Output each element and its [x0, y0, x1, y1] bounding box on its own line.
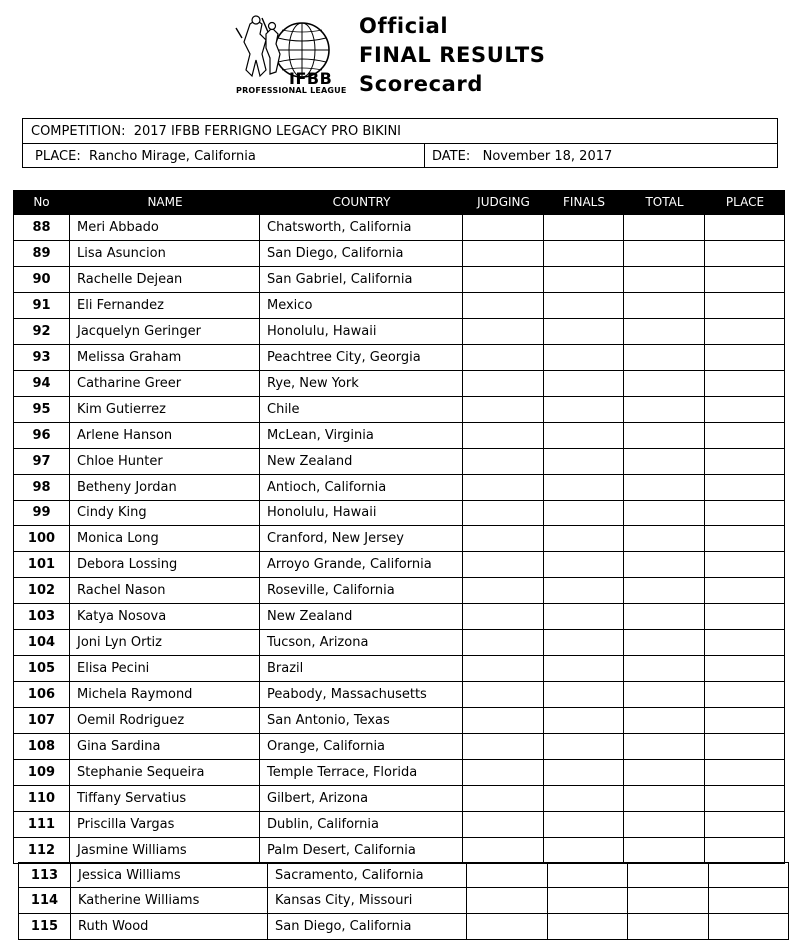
cell-name: Meri Abbado — [70, 215, 260, 240]
cell-place — [705, 682, 785, 707]
cell-name: Jasmine Williams — [70, 838, 260, 863]
competition-info-box — [22, 118, 778, 168]
cell-finals — [544, 267, 624, 292]
col-header-no: No — [33, 195, 50, 209]
place-date-row — [23, 144, 777, 168]
cell-place — [705, 345, 785, 370]
cell-judging — [463, 449, 544, 474]
cell-judging — [463, 578, 544, 603]
cell-country: Honolulu, Hawaii — [260, 319, 463, 344]
cell-place — [705, 604, 785, 629]
cell-finals — [548, 914, 628, 939]
cell-judging — [463, 708, 544, 733]
table-row — [13, 397, 785, 423]
cell-name: Rachelle Dejean — [70, 267, 260, 292]
cell-judging — [463, 500, 544, 525]
table-row — [13, 682, 785, 708]
cell-judging — [463, 345, 544, 370]
cell-finals — [544, 293, 624, 318]
cell-country: Mexico — [260, 293, 463, 318]
cell-name: Jessica Williams — [71, 863, 268, 887]
cell-name: Catharine Greer — [70, 371, 260, 396]
col-header-name: NAME — [147, 195, 183, 209]
table-row — [13, 552, 785, 578]
table-row — [13, 786, 785, 812]
cell-total — [628, 863, 709, 887]
cell-judging — [463, 526, 544, 551]
cell-name: Melissa Graham — [70, 345, 260, 370]
cell-place — [705, 578, 785, 603]
cell-name: Chloe Hunter — [70, 449, 260, 474]
cell-total — [624, 215, 705, 240]
date-text — [432, 149, 612, 164]
cell-name: Priscilla Vargas — [70, 812, 260, 837]
cell-total — [624, 578, 705, 603]
competition-text — [31, 124, 401, 139]
title-line-3: Scorecard — [359, 72, 484, 96]
cell-place — [705, 397, 785, 422]
table-row — [18, 914, 789, 940]
cell-place — [709, 914, 789, 939]
cell-no: 99 — [13, 500, 70, 525]
cell-total — [624, 267, 705, 292]
cell-country: Honolulu, Hawaii — [260, 500, 463, 525]
cell-no: 103 — [13, 604, 70, 629]
cell-total — [624, 604, 705, 629]
cell-total — [624, 345, 705, 370]
table-row — [13, 293, 785, 319]
col-header-country: COUNTRY — [332, 195, 391, 209]
cell-judging — [463, 630, 544, 655]
cell-place — [705, 526, 785, 551]
cell-no: 102 — [13, 578, 70, 603]
cell-country: Peachtree City, Georgia — [260, 345, 463, 370]
cell-place — [705, 786, 785, 811]
cell-total — [624, 423, 705, 448]
cell-no: 110 — [13, 786, 70, 811]
cell-name: Gina Sardina — [70, 734, 260, 759]
cell-judging — [463, 734, 544, 759]
cell-place — [705, 215, 785, 240]
cell-total — [624, 552, 705, 577]
cell-country: New Zealand — [260, 449, 463, 474]
cell-country: Dublin, California — [260, 812, 463, 837]
cell-finals — [544, 734, 624, 759]
table-row — [13, 215, 785, 241]
cell-total — [628, 914, 709, 939]
table-row — [13, 760, 785, 786]
cell-total — [624, 371, 705, 396]
cell-no: 97 — [13, 449, 70, 474]
cell-place — [705, 708, 785, 733]
cell-total — [624, 656, 705, 681]
table-row — [13, 578, 785, 604]
cell-no: 111 — [13, 812, 70, 837]
cell-country: Chile — [260, 397, 463, 422]
cell-no: 112 — [13, 838, 70, 863]
table-row — [13, 319, 785, 345]
cell-finals — [544, 526, 624, 551]
cell-country: Kansas City, Missouri — [268, 888, 467, 913]
cell-place — [705, 630, 785, 655]
cell-place — [705, 552, 785, 577]
cell-no: 88 — [13, 215, 70, 240]
cell-no: 104 — [13, 630, 70, 655]
cell-judging — [463, 241, 544, 266]
cell-finals — [544, 786, 624, 811]
cell-no: 108 — [13, 734, 70, 759]
cell-country: San Gabriel, California — [260, 267, 463, 292]
cell-judging — [463, 656, 544, 681]
cell-name: Elisa Pecini — [70, 656, 260, 681]
cell-no: 92 — [13, 319, 70, 344]
cell-judging — [463, 475, 544, 500]
table-row — [13, 630, 785, 656]
cell-country: New Zealand — [260, 604, 463, 629]
cell-total — [624, 319, 705, 344]
cell-name: Katherine Williams — [71, 888, 268, 913]
cell-place — [705, 423, 785, 448]
cell-finals — [544, 838, 624, 863]
cell-finals — [544, 423, 624, 448]
cell-place — [705, 241, 785, 266]
date-value: November 18, 2017 — [482, 149, 613, 164]
cell-judging — [463, 552, 544, 577]
cell-name: Katya Nosova — [70, 604, 260, 629]
cell-no: 105 — [13, 656, 70, 681]
cell-judging — [463, 371, 544, 396]
cell-no: 93 — [13, 345, 70, 370]
place-date-divider — [424, 144, 425, 168]
cell-total — [624, 812, 705, 837]
cell-finals — [544, 812, 624, 837]
cell-name: Lisa Asuncion — [70, 241, 260, 266]
cell-no: 90 — [13, 267, 70, 292]
cell-finals — [544, 371, 624, 396]
title-line-2: FINAL RESULTS — [359, 43, 546, 67]
cell-finals — [544, 319, 624, 344]
table-row — [13, 604, 785, 630]
cell-country: McLean, Virginia — [260, 423, 463, 448]
cell-country: San Diego, California — [260, 241, 463, 266]
cell-finals — [544, 578, 624, 603]
cell-name: Tiffany Servatius — [70, 786, 260, 811]
cell-no: 91 — [13, 293, 70, 318]
cell-total — [628, 888, 709, 913]
logo-subtext: PROFESSIONAL LEAGUE — [236, 86, 347, 95]
cell-place — [705, 838, 785, 863]
cell-judging — [463, 786, 544, 811]
cell-place — [705, 812, 785, 837]
cell-finals — [544, 760, 624, 785]
cell-country: Temple Terrace, Florida — [260, 760, 463, 785]
cell-no: 113 — [18, 863, 71, 887]
cell-name: Kim Gutierrez — [70, 397, 260, 422]
cell-finals — [544, 475, 624, 500]
table-row — [18, 862, 789, 888]
cell-no: 98 — [13, 475, 70, 500]
cell-no: 89 — [13, 241, 70, 266]
table-row — [13, 371, 785, 397]
cell-finals — [544, 345, 624, 370]
cell-total — [624, 838, 705, 863]
cell-country: San Antonio, Texas — [260, 708, 463, 733]
table-row — [18, 888, 789, 914]
cell-place — [705, 760, 785, 785]
cell-no: 115 — [18, 914, 71, 939]
cell-total — [624, 734, 705, 759]
cell-judging — [463, 267, 544, 292]
competition-row — [23, 119, 777, 144]
cell-no: 106 — [13, 682, 70, 707]
cell-total — [624, 630, 705, 655]
cell-judging — [463, 319, 544, 344]
cell-finals — [544, 682, 624, 707]
col-header-place: PLACE — [725, 195, 765, 209]
cell-no: 95 — [13, 397, 70, 422]
cell-no: 100 — [13, 526, 70, 551]
date-label: DATE: — [432, 149, 471, 164]
cell-judging — [463, 397, 544, 422]
cell-no: 101 — [13, 552, 70, 577]
cell-total — [624, 786, 705, 811]
cell-place — [705, 475, 785, 500]
cell-country: Antioch, California — [260, 475, 463, 500]
cell-name: Michela Raymond — [70, 682, 260, 707]
cell-name: Rachel Nason — [70, 578, 260, 603]
cell-place — [705, 293, 785, 318]
table-row — [13, 500, 785, 526]
cell-total — [624, 708, 705, 733]
cell-finals — [548, 888, 628, 913]
cell-place — [705, 656, 785, 681]
cell-judging — [467, 863, 548, 887]
cell-finals — [544, 604, 624, 629]
cell-country: Sacramento, California — [268, 863, 467, 887]
cell-judging — [463, 215, 544, 240]
cell-finals — [544, 241, 624, 266]
cell-no: 94 — [13, 371, 70, 396]
table-row — [13, 526, 785, 552]
cell-name: Monica Long — [70, 526, 260, 551]
table-row — [13, 708, 785, 734]
cell-finals — [544, 500, 624, 525]
cell-judging — [463, 838, 544, 863]
cell-judging — [463, 293, 544, 318]
cell-place — [709, 863, 789, 887]
cell-country: Rye, New York — [260, 371, 463, 396]
cell-place — [705, 734, 785, 759]
place-label: PLACE: — [35, 149, 81, 164]
cell-total — [624, 293, 705, 318]
table-row — [13, 838, 785, 864]
cell-country: Tucson, Arizona — [260, 630, 463, 655]
col-header-total: TOTAL — [645, 195, 684, 209]
cell-finals — [544, 215, 624, 240]
cell-place — [705, 267, 785, 292]
cell-finals — [544, 708, 624, 733]
col-header-judging: JUDGING — [477, 195, 530, 209]
cell-no: 96 — [13, 423, 70, 448]
table-header — [13, 190, 785, 215]
table-row — [13, 656, 785, 682]
cell-name: Jacquelyn Geringer — [70, 319, 260, 344]
cell-total — [624, 682, 705, 707]
cell-name: Debora Lossing — [70, 552, 260, 577]
cell-total — [624, 241, 705, 266]
logo-text: IFBB — [289, 69, 333, 88]
cell-judging — [467, 888, 548, 913]
cell-place — [705, 449, 785, 474]
cell-place — [705, 319, 785, 344]
cell-country: Gilbert, Arizona — [260, 786, 463, 811]
title-line-1: Official — [359, 14, 449, 38]
cell-place — [705, 500, 785, 525]
cell-finals — [544, 630, 624, 655]
table-row — [13, 267, 785, 293]
cell-place — [709, 888, 789, 913]
cell-country: San Diego, California — [268, 914, 467, 939]
cell-no: 109 — [13, 760, 70, 785]
table-row — [13, 812, 785, 838]
place-value: Rancho Mirage, California — [88, 149, 256, 164]
cell-total — [624, 475, 705, 500]
cell-judging — [463, 423, 544, 448]
table-row — [13, 449, 785, 475]
cell-country: Peabody, Massachusetts — [260, 682, 463, 707]
cell-place — [705, 371, 785, 396]
competition-value: 2017 IFBB FERRIGNO LEGACY PRO BIKINI — [133, 124, 402, 139]
cell-country: Brazil — [260, 656, 463, 681]
col-header-finals: FINALS — [563, 195, 605, 209]
cell-finals — [544, 397, 624, 422]
place-text — [35, 149, 256, 164]
cell-name: Ruth Wood — [71, 914, 268, 939]
cell-name: Stephanie Sequeira — [70, 760, 260, 785]
cell-finals — [544, 656, 624, 681]
cell-finals — [544, 449, 624, 474]
cell-country: Cranford, New Jersey — [260, 526, 463, 551]
cell-country: Roseville, California — [260, 578, 463, 603]
cell-judging — [463, 682, 544, 707]
cell-finals — [548, 863, 628, 887]
table-row — [13, 423, 785, 449]
cell-name: Cindy King — [70, 500, 260, 525]
cell-name: Joni Lyn Ortiz — [70, 630, 260, 655]
cell-total — [624, 760, 705, 785]
table-row — [13, 241, 785, 267]
cell-name: Betheny Jordan — [70, 475, 260, 500]
cell-no: 114 — [18, 888, 71, 913]
table-row — [13, 345, 785, 371]
cell-country: Orange, California — [260, 734, 463, 759]
cell-total — [624, 449, 705, 474]
cell-total — [624, 526, 705, 551]
cell-country: Chatsworth, California — [260, 215, 463, 240]
cell-finals — [544, 552, 624, 577]
table-row — [13, 475, 785, 501]
cell-judging — [463, 604, 544, 629]
competition-label: COMPETITION: — [31, 124, 126, 139]
cell-judging — [463, 760, 544, 785]
cell-total — [624, 500, 705, 525]
cell-total — [624, 397, 705, 422]
cell-country: Arroyo Grande, California — [260, 552, 463, 577]
cell-judging — [467, 914, 548, 939]
cell-no: 107 — [13, 708, 70, 733]
cell-judging — [463, 812, 544, 837]
table-row — [13, 734, 785, 760]
cell-country: Palm Desert, California — [260, 838, 463, 863]
cell-name: Arlene Hanson — [70, 423, 260, 448]
cell-name: Eli Fernandez — [70, 293, 260, 318]
cell-name: Oemil Rodriguez — [70, 708, 260, 733]
